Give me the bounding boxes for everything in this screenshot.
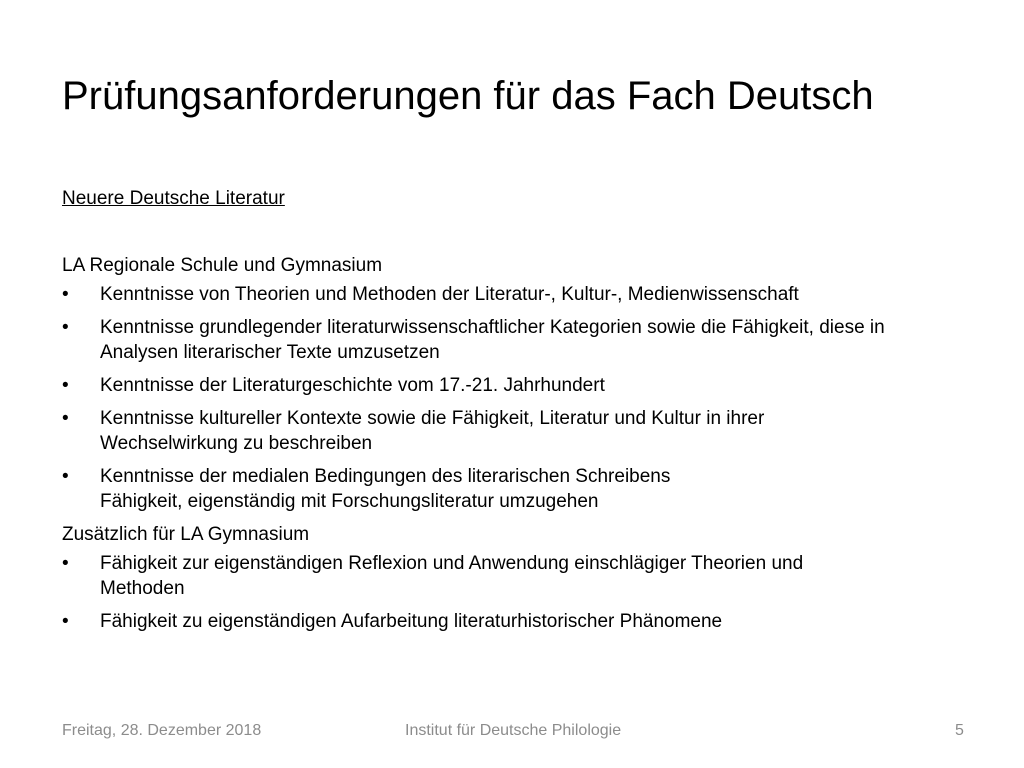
bullet-text-line: Kenntnisse der medialen Bedingungen des literarischen Schreibens (100, 466, 671, 487)
slide-title: Prüfungsanforderungen für das Fach Deutsch (62, 74, 874, 118)
bullet-dot-icon: • (62, 611, 69, 632)
spacer (62, 213, 962, 253)
footer-date: Freitag, 28. Dezember 2018 (62, 722, 262, 739)
bullet-list-group1 (62, 282, 962, 514)
bullet-item (62, 406, 962, 456)
bullet-text-line: Kenntnisse kultureller Kontexte sowie die Fähigkeit, Literatur und Kultur in ihrer (100, 408, 765, 429)
bullet-item (62, 609, 962, 634)
bullet-text-line: Wechselwirkung zu beschreiben (100, 433, 373, 454)
bullet-dot-icon: • (62, 466, 69, 487)
bullet-text-line: Kenntnisse von Theorien und Methoden der Literatur-, Kultur-, Medienwissenschaft (100, 284, 799, 305)
bullet-text-line: Fähigkeit zur eigenständigen Reflexion und Anwendung einschlägiger Theorien und (100, 553, 804, 574)
bullet-text-line: Methoden (100, 578, 185, 599)
bullet-dot-icon: • (62, 408, 69, 429)
bullet-item (62, 551, 962, 601)
bullet-item (62, 315, 962, 365)
bullet-list-group2 (62, 551, 962, 634)
bullet-text-line: Kenntnisse der Literaturgeschichte vom 17.-21. Jahrhundert (100, 375, 605, 396)
bullet-dot-icon: • (62, 553, 69, 574)
bullet-text-line: Fähigkeit zu eigenständigen Aufarbeitung literaturhistorischer Phänomene (100, 611, 723, 632)
bullet-text-line: Kenntnisse grundlegender literaturwissenschaftlicher Kategorien sowie die Fähigkeit, diese in (100, 317, 885, 338)
bullet-item (62, 464, 962, 514)
footer-page-number: 5 (955, 722, 964, 739)
bullet-text-line: Analysen literarischer Texte umzusetzen (100, 342, 440, 363)
group-label-gymnasium: Zusätzlich für LA Gymnasium (62, 524, 310, 545)
bullet-text-line: Fähigkeit, eigenständig mit Forschungsliteratur umzugehen (100, 491, 599, 512)
bullet-dot-icon: • (62, 284, 69, 305)
footer-institute: Institut für Deutsche Philologie (405, 722, 622, 739)
group-label-regionale-schule: LA Regionale Schule und Gymnasium (62, 255, 383, 276)
slide-content (62, 186, 962, 642)
bullet-item (62, 282, 962, 307)
bullet-dot-icon: • (62, 375, 69, 396)
bullet-dot-icon: • (62, 317, 69, 338)
section-heading: Neuere Deutsche Literatur (62, 188, 285, 209)
bullet-item (62, 373, 962, 398)
